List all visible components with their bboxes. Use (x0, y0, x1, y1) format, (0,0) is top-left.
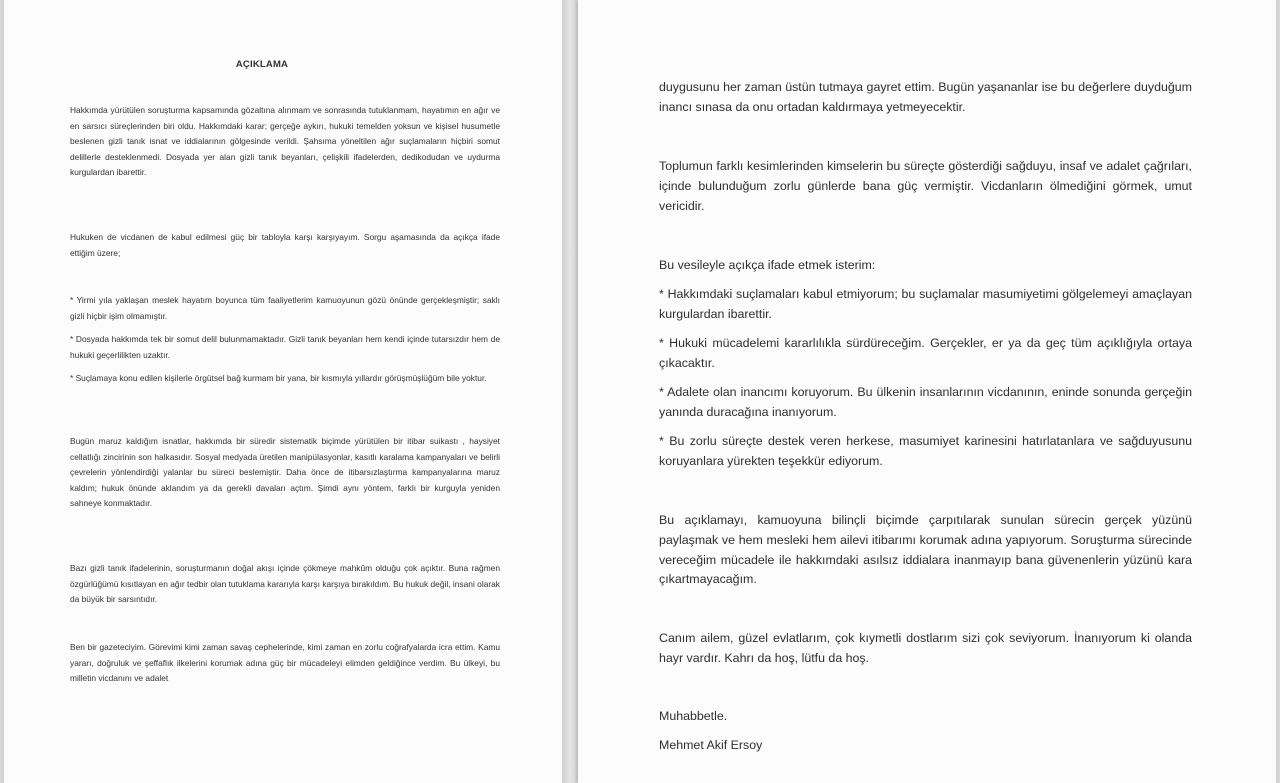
left-paragraph-4: Bazı gizli tanık ifadelerinin, soruşturmanın doğal akışı içinde çökmeye mahkûm olduğu çok açıktır. Buna rağmen özgürlüğümü kısıtlayan en ağır tedbir olan tutuklama kararıyla karşı karşıya bırakıldım. Bu hukuk değil, insani olarak da büyük bir sarsıntıdır. (70, 563, 500, 605)
left-paragraph-2: Hukuken de vicdanen de kabul edilmesi güç bir tabloyla karşı karşıyayım. Sorgu aşamasında da açıkça ifade ettiğim üzere; (70, 232, 500, 258)
signature-name: Mehmet Akif Ersoy (659, 738, 763, 752)
document-page-left (4, 0, 562, 783)
right-bullet-4: * Bu zorlu süreçte destek veren herkese, masumiyet karinesini hatırlatanlara ve sağduyusunu koruyanlara yürekten teşekkür ediyorum. (659, 434, 1192, 468)
right-bullet-3: * Adalete olan inancımı koruyorum. Bu ülkenin insanlarının vicdanının, eninde sonunda gerçeğin yanında duracağına inanıyorum. (659, 385, 1192, 419)
document-page-right (578, 0, 1276, 783)
right-bullet-1: * Hakkımdaki suçlamaları kabul etmiyorum; bu suçlamalar masumiyetimi gölgelemeyi amaçlayan kurgulardan ibarettir. (659, 287, 1192, 321)
right-paragraph-3: Bu vesileyle açıkça ifade etmek isterim: (659, 258, 876, 272)
document-title: AÇIKLAMA (235, 59, 289, 70)
left-bullet-2: * Dosyada hakkımda tek bir somut delil bulunmamaktadır. Gizli tanık beyanları hem kendi içinde tutarsızdır hem de hukuki geçerlilikten uzaktır. (70, 334, 500, 360)
left-paragraph-3: Bugün maruz kaldığım isnatlar, hakkımda bir süredir sistematik biçimde yürütülen bir itibar suikastı , haysiyet cellatlığı zincirinin son halkasıdır. Sosyal medyada üretilen manipülasyonlar, kasıtlı karalama kampanyaları ve belirli çevrelerin yönlendirdiği yalanlar bu süreci beslemiştir. Daha önce de itibarsızlaştırma kampanyalarına maruz kaldım; hukuk önünde aklandım ya da gerekli davaları açtım. Şimdi aynı yöntem, farklı bir kurguyla yeniden sahneye konmaktadır. (70, 436, 500, 509)
right-paragraph-2: Toplumun farklı kesimlerinden kimselerin bu süreçte gösterdiği sağduyu, insaf ve adalet çağrıları, içinde bulunduğum zorlu günlerde bana güç vermiştir. Vicdanların ölmediğini görmek, umut vericidir. (659, 159, 1192, 213)
right-paragraph-4: Bu açıklamayı, kamuoyuna bilinçli biçimde çarpıtılarak sunulan sürecin gerçek yüzünü paylaşmak ve hem mesleki hem ailevi itibarımı korumak adına yapıyorum. Soruşturma sürecinde vereceğim mücadele ile hakkımdaki asılsız iddialara inanmayıp bana güvenenlerin yüzünü kara çıkartmayacağım. (659, 513, 1192, 587)
left-bullet-3: * Suçlamaya konu edilen kişilerle örgütsel bağ kurmam bir yana, bir kısmıyla yıllardır görüşmüşlüğüm bile yoktur. (70, 373, 487, 383)
closing-line: Muhabbetle. (659, 709, 728, 723)
right-paragraph-5: Canım ailem, güzel evlatlarım, çok kıymetli dostlarım sizi çok seviyorum. İnanıyorum ki olanda hayr vardır. Kahrı da hoş, lütfu da hoş. (659, 631, 1192, 665)
right-bullet-2: * Hukuki mücadelemi kararlılıkla sürdüreceğim. Gerçekler, er ya da geç tüm açıklığıyla ortaya çıkacaktır. (659, 336, 1192, 370)
right-paragraph-1: duygusunu her zaman üstün tutmaya gayret ettim. Bugün yaşananlar ise bu değerlere duyduğum inancı sınasa da onu ortadan kaldırmaya yetmeyecektir. (659, 80, 1192, 114)
left-paragraph-1: Hakkımda yürütülen soruşturma kapsamında gözaltına alınmam ve sonrasında tutuklanmam, hayatımın en ağır ve en sarsıcı süreçlerinden biri oldu. Hakkımdaki karar; gerçeğe aykırı, hukuki temelden yoksun ve kişisel husumetle beslenen gizli tanık isnat ve iddialarının gölgesinde verildi. Şahsıma yöneltilen ağır suçlamaların hiçbiri somut delillerle desteklenmedi. Dosyada yer alan gizli tanık beyanları, çelişkili ifadelerden, dedikodudan ve uydurma kurgulardan ibarettir. (70, 105, 500, 178)
left-bullet-1: * Yirmi yıla yaklaşan meslek hayatım boyunca tüm faaliyetlerim kamuoyunun gözü önünde gerçekleşmiştir; saklı gizli hiçbir işim olmamıştır. (70, 295, 500, 321)
page-gutter (562, 0, 578, 783)
left-paragraph-5: Ben bir gazeteciyim. Görevimi kimi zaman savaş cephelerinde, kimi zaman en zorlu coğrafyalarda icra ettim. Kamu yararı, doğruluk ve şeffaflık ilkelerini korumak adına güç bir mücadeleyi elimden geldiğince verdim. Bu ülkeyi, bu milletin vicdanını ve adalet (70, 642, 500, 684)
